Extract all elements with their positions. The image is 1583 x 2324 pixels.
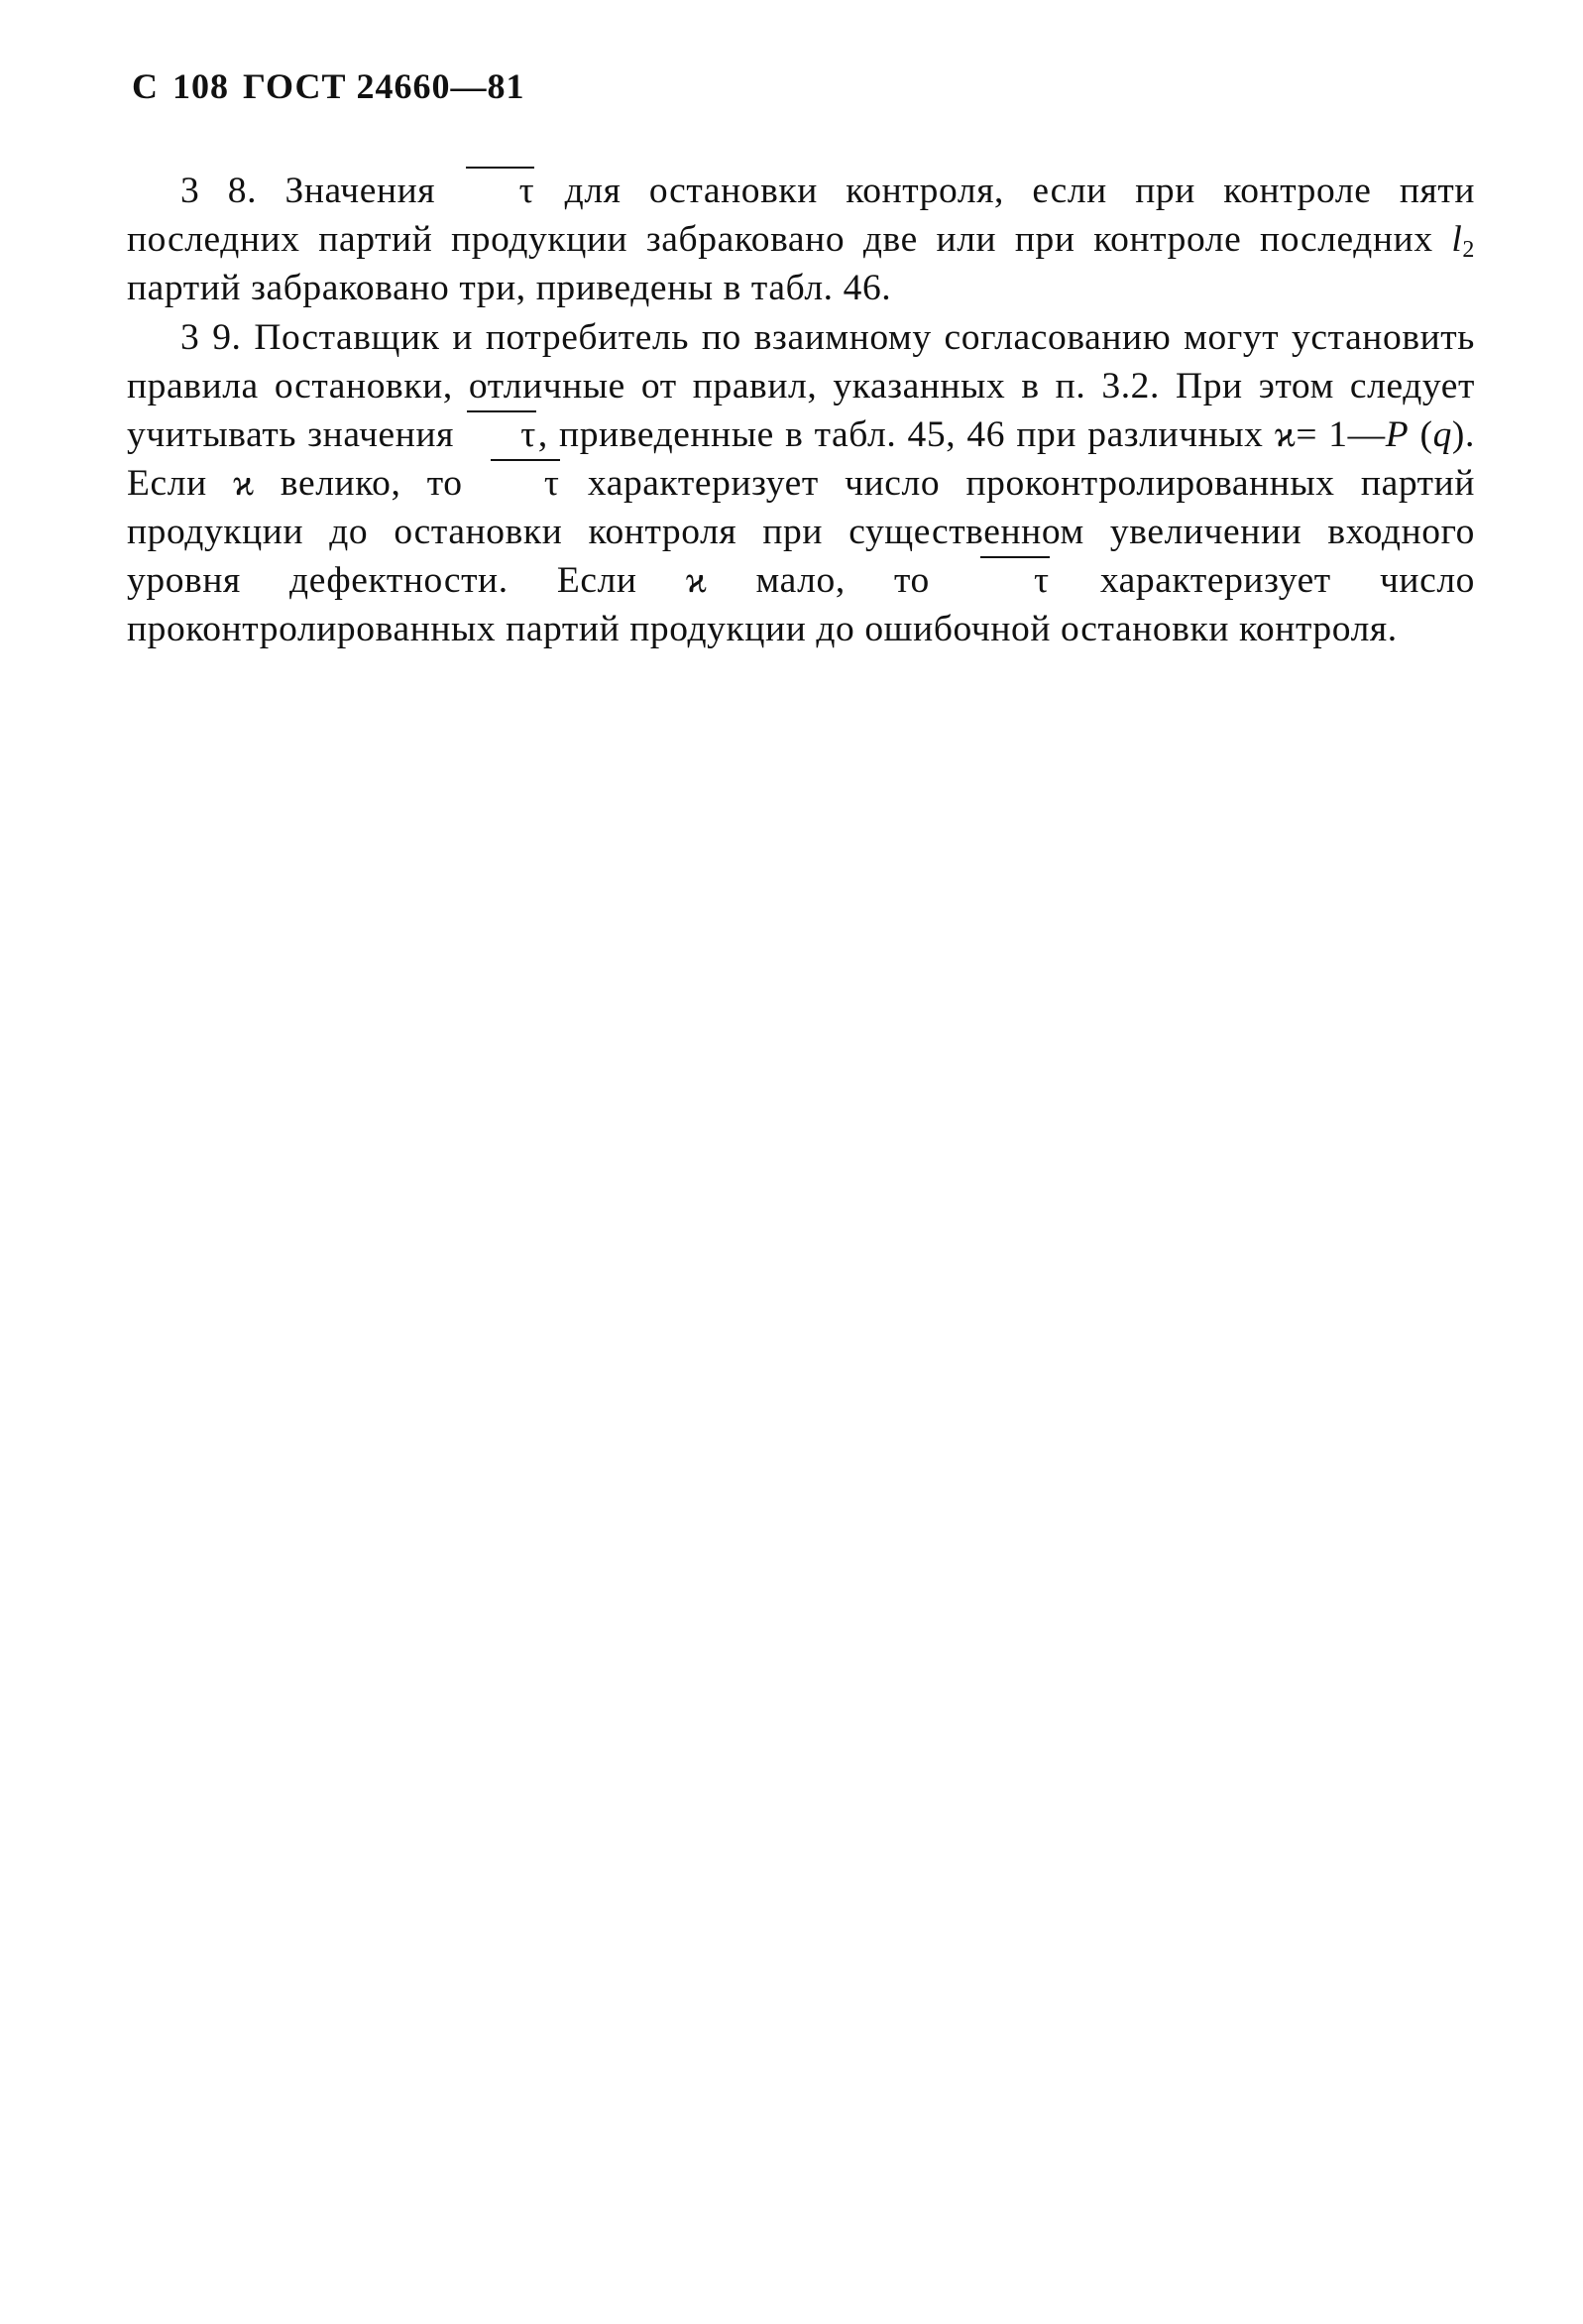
p39-text-e: характеризует число проконтролированных партий продукции до ошибочной остановки контроля.	[127, 560, 1475, 649]
tau-glyph: τ	[543, 463, 560, 504]
tau-glyph: τ	[1033, 560, 1050, 601]
header-series: С	[132, 66, 159, 106]
p38-text-b: партий забраковано три, приведены в табл. 46.	[127, 268, 892, 308]
formula-close: )	[1451, 414, 1466, 455]
header-page-number: 108	[172, 66, 229, 106]
formula-P: P	[1385, 414, 1410, 455]
formula-open: (	[1409, 414, 1433, 455]
p39-text-c: . Если ϰ велико, то	[127, 414, 1475, 504]
p38-lead: 3 8. Значения	[180, 171, 436, 211]
paragraph-3-9	[127, 313, 1475, 653]
overline-bar	[491, 459, 560, 461]
overline-bar	[466, 167, 535, 169]
tau-bar-symbol	[978, 556, 1052, 605]
header-standard: ГОСТ 24660—81	[243, 66, 525, 106]
p39-text-b: , приведенные в табл. 45, 46 при различных	[537, 414, 1264, 455]
formula	[1275, 414, 1465, 455]
tau-bar-symbol	[489, 459, 562, 508]
p39-text-d: характеризует число проконтролированных партий продукции до остановки контроля при существенном увеличении входного уровня дефектности. Если ϰ мало, то	[127, 463, 1476, 601]
overline-bar	[980, 556, 1050, 558]
body-text	[127, 167, 1475, 653]
paragraph-3-8	[127, 167, 1475, 312]
formula-eq: = 1—	[1296, 414, 1386, 455]
formula-kappa: ϰ	[1274, 414, 1297, 455]
symbol-l: l	[1451, 219, 1463, 260]
tau-glyph: τ	[520, 414, 536, 455]
p38-text-a: для остановки контроля, если при контроле пяти последних партий продукции забраковано две или при контроле последних	[127, 171, 1476, 260]
formula-q: q	[1432, 414, 1452, 455]
p39-text-a: 3 9. Поставщик и потребитель по взаимному согласованию могут установить правила остановки, отличные от правил, указанных в п. 3.2. При этом следует учитывать значения	[127, 317, 1475, 455]
subscript-2: 2	[1462, 237, 1475, 263]
tau-bar-symbol	[465, 410, 538, 459]
overline-bar	[467, 410, 536, 412]
running-header	[132, 65, 538, 107]
tau-bar-symbol	[464, 167, 537, 215]
tau-glyph: τ	[518, 171, 535, 211]
